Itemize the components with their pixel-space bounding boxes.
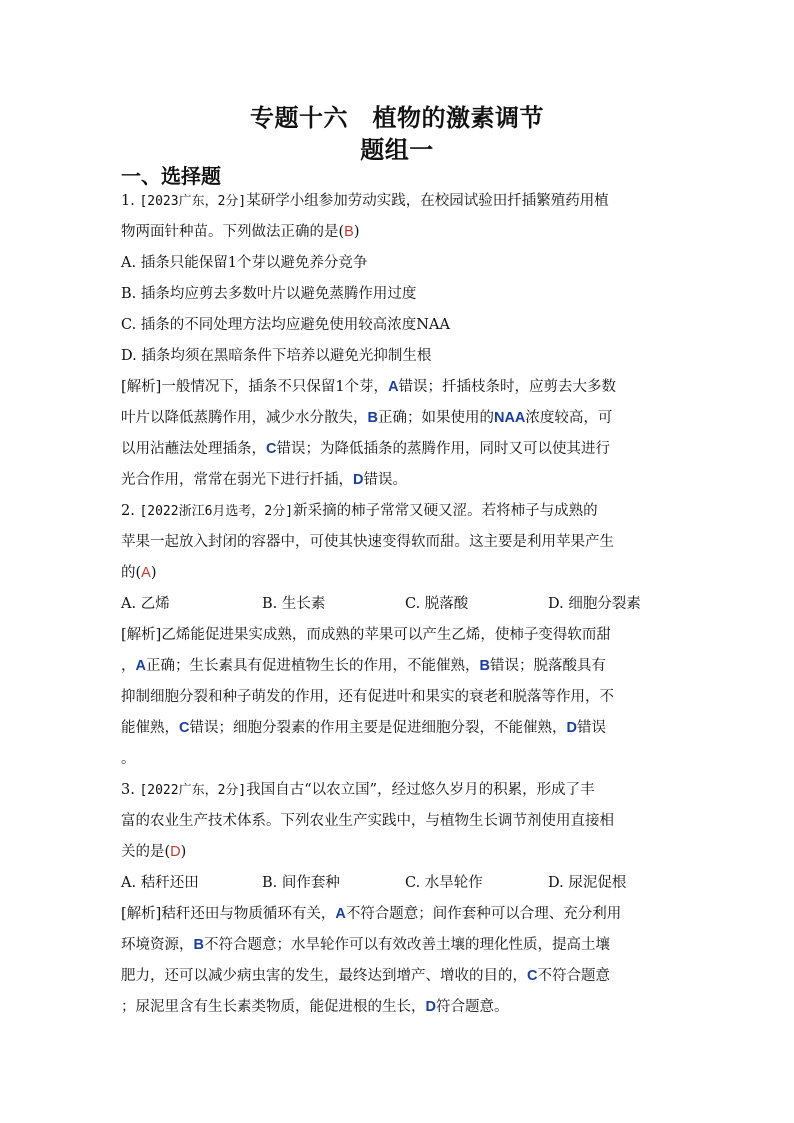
- question-1-stem-line-2: [121, 217, 674, 248]
- question-stem: 我国自古“以农立国”，经过悠久岁月的积累，形成了丰: [246, 782, 595, 798]
- option-ref: A: [388, 379, 399, 395]
- option-ref: A: [135, 658, 146, 674]
- answer-letter: D: [170, 844, 181, 860]
- analysis-text: 错误；脱落酸具有: [489, 658, 606, 674]
- question-list: [121, 186, 674, 1023]
- stem-close: ): [180, 844, 187, 860]
- analysis-text: 错误；扦插枝条时，应剪去大多数: [398, 379, 617, 395]
- analysis-text: ，: [121, 658, 136, 674]
- question-stem: 关的是(: [121, 844, 171, 860]
- question-source: [2023广东，2分]: [139, 194, 247, 209]
- question-2-analysis-line-4: [121, 713, 674, 744]
- option-c: C. 脱落酸: [405, 596, 469, 612]
- option-a: A. 乙烯: [121, 596, 170, 612]
- term-ref: NAA: [493, 410, 526, 426]
- question-3-options: [121, 868, 674, 899]
- question-stem: 新采摘的柿子常常又硬又涩。若将柿子与成熟的: [293, 503, 598, 519]
- analysis-text: 错误: [576, 720, 606, 736]
- question-3-analysis-line-2: [121, 930, 674, 961]
- question-3-stem-line-3: [121, 837, 674, 868]
- stem-close: ): [353, 224, 360, 240]
- analysis-text: 符合题意。: [435, 999, 509, 1015]
- option-ref: D: [566, 720, 577, 736]
- option-d: D. 尿泥促根: [548, 875, 627, 891]
- question-number: 2.: [121, 503, 140, 519]
- option-a: A. 秸秆还田: [121, 875, 199, 891]
- question-2-stem-line-2: 苹果一起放入封闭的容器中，可使其快速变得软而甜。这主要是利用苹果产生: [121, 534, 614, 550]
- question-2-analysis-line-5: 。: [121, 751, 136, 767]
- question-3-stem-line-2: 富的农业生产技术体系。下列农业生产实践中，与植物生长调节剂使用直接相: [121, 813, 614, 829]
- answer-letter: B: [344, 224, 354, 240]
- question-number: 3.: [121, 782, 140, 798]
- question-2-analysis-line-1: [121, 620, 674, 651]
- option-ref: D: [353, 472, 364, 488]
- question-3-stem-line-1: [121, 775, 674, 806]
- question-2-stem-line-1: [121, 496, 674, 527]
- analysis-text: 不符合题意；间作套种可以合理、充分利用: [345, 906, 622, 922]
- analysis-text: 错误；为降低插条的蒸腾作用，同时又可以使其进行: [276, 441, 610, 457]
- analysis-text: 环境资源，: [121, 937, 194, 953]
- question-3-analysis-line-3: [121, 961, 674, 992]
- analysis-label: [解析]: [121, 379, 162, 395]
- question-number: 1.: [121, 193, 140, 209]
- question-1-analysis-line-2: [121, 403, 674, 434]
- analysis-text: 叶片以降低蒸腾作用，减少水分散失，: [121, 410, 368, 426]
- question-source: [2022广东，2分]: [139, 783, 247, 798]
- question-2-stem-line-3: [121, 558, 674, 589]
- analysis-text: 错误。: [363, 472, 407, 488]
- page-title: 专题十六 植物的激素调节: [250, 103, 544, 132]
- question-source: [2022浙江6月选考，2分]: [139, 504, 294, 519]
- analysis-text: 不符合题意: [537, 968, 610, 984]
- option-ref: B: [193, 937, 204, 953]
- question-2-analysis-line-3: 抑制细胞分裂和种子萌发的作用，还有促进叶和果实的衰老和脱落等作用，不: [121, 689, 614, 705]
- analysis-text: 肥力，还可以减少病虫害的发生，最终达到增产、增收的目的，: [121, 968, 527, 984]
- question-3-analysis-line-1: [121, 899, 674, 930]
- analysis-text: 错误；细胞分裂素的作用主要是促进细胞分裂，不能催熟，: [189, 720, 567, 736]
- analysis-text: 一般情况下，插条不只保留1个芽，: [161, 379, 389, 395]
- option-ref: C: [266, 441, 277, 457]
- question-2-options: [121, 589, 674, 620]
- section-heading: 一、选择题: [121, 164, 221, 188]
- option-ref: C: [179, 720, 190, 736]
- question-1-option-a: A. 插条只能保留1个芽以避免养分竞争: [121, 255, 368, 271]
- question-1-option-b: B. 插条均应剪去多数叶片以避免蒸腾作用过度: [121, 286, 417, 302]
- analysis-text: 乙烯能促进果实成熟，而成熟的苹果可以产生乙烯，使柿子变得软而甜: [161, 627, 611, 643]
- analysis-text: 不符合题意；水旱轮作可以有效改善土壤的理化性质，提高土壤: [203, 937, 610, 953]
- question-2-analysis-line-2: [121, 651, 674, 682]
- option-d: D. 细胞分裂素: [548, 596, 641, 612]
- question-1-analysis-line-1: [121, 372, 674, 403]
- analysis-text: 秸秆还田与物质循环有关，: [161, 906, 336, 922]
- option-ref: B: [367, 410, 378, 426]
- analysis-text: 光合作用，常常在弱光下进行扦插，: [121, 472, 353, 488]
- analysis-text: 浓度较高，可: [525, 410, 613, 426]
- question-1-option-d: D. 插条均须在黑暗条件下培养以避免光抑制生根: [121, 348, 432, 364]
- analysis-text: ；尿泥里含有生长素类物质，能促进根的生长，: [121, 999, 426, 1015]
- answer-letter: A: [141, 565, 151, 581]
- option-b: B. 生长素: [262, 596, 326, 612]
- option-b: B. 间作套种: [262, 875, 340, 891]
- question-1-analysis-line-3: [121, 434, 674, 465]
- question-stem: 物两面针种苗。下列做法正确的是(: [121, 224, 345, 240]
- stem-close: ): [150, 565, 157, 581]
- question-stem: 的(: [121, 565, 142, 581]
- question-1-option-c: C. 插条的不同处理方法均应避免使用较高浓度NAA: [121, 317, 450, 333]
- option-c: C. 水旱轮作: [405, 875, 483, 891]
- analysis-text: 正确；生长素具有促进植物生长的作用，不能催熟，: [145, 658, 480, 674]
- option-ref: B: [479, 658, 490, 674]
- analysis-text: 能催熟，: [121, 720, 179, 736]
- question-1-analysis-line-4: [121, 465, 674, 496]
- analysis-text: 正确；如果使用的: [377, 410, 494, 426]
- analysis-label: [解析]: [121, 906, 162, 922]
- page-subtitle: 题组一: [360, 135, 434, 164]
- question-stem: 某研学小组参加劳动实践，在校园试验田扦插繁殖药用植: [246, 193, 609, 209]
- question-3-analysis-line-4: [121, 992, 674, 1023]
- analysis-text: 以用沾蘸法处理插条，: [121, 441, 266, 457]
- question-1-stem-line-1: [121, 186, 674, 217]
- option-ref: D: [425, 999, 436, 1015]
- option-ref: A: [335, 906, 346, 922]
- option-ref: C: [527, 968, 538, 984]
- analysis-label: [解析]: [121, 627, 162, 643]
